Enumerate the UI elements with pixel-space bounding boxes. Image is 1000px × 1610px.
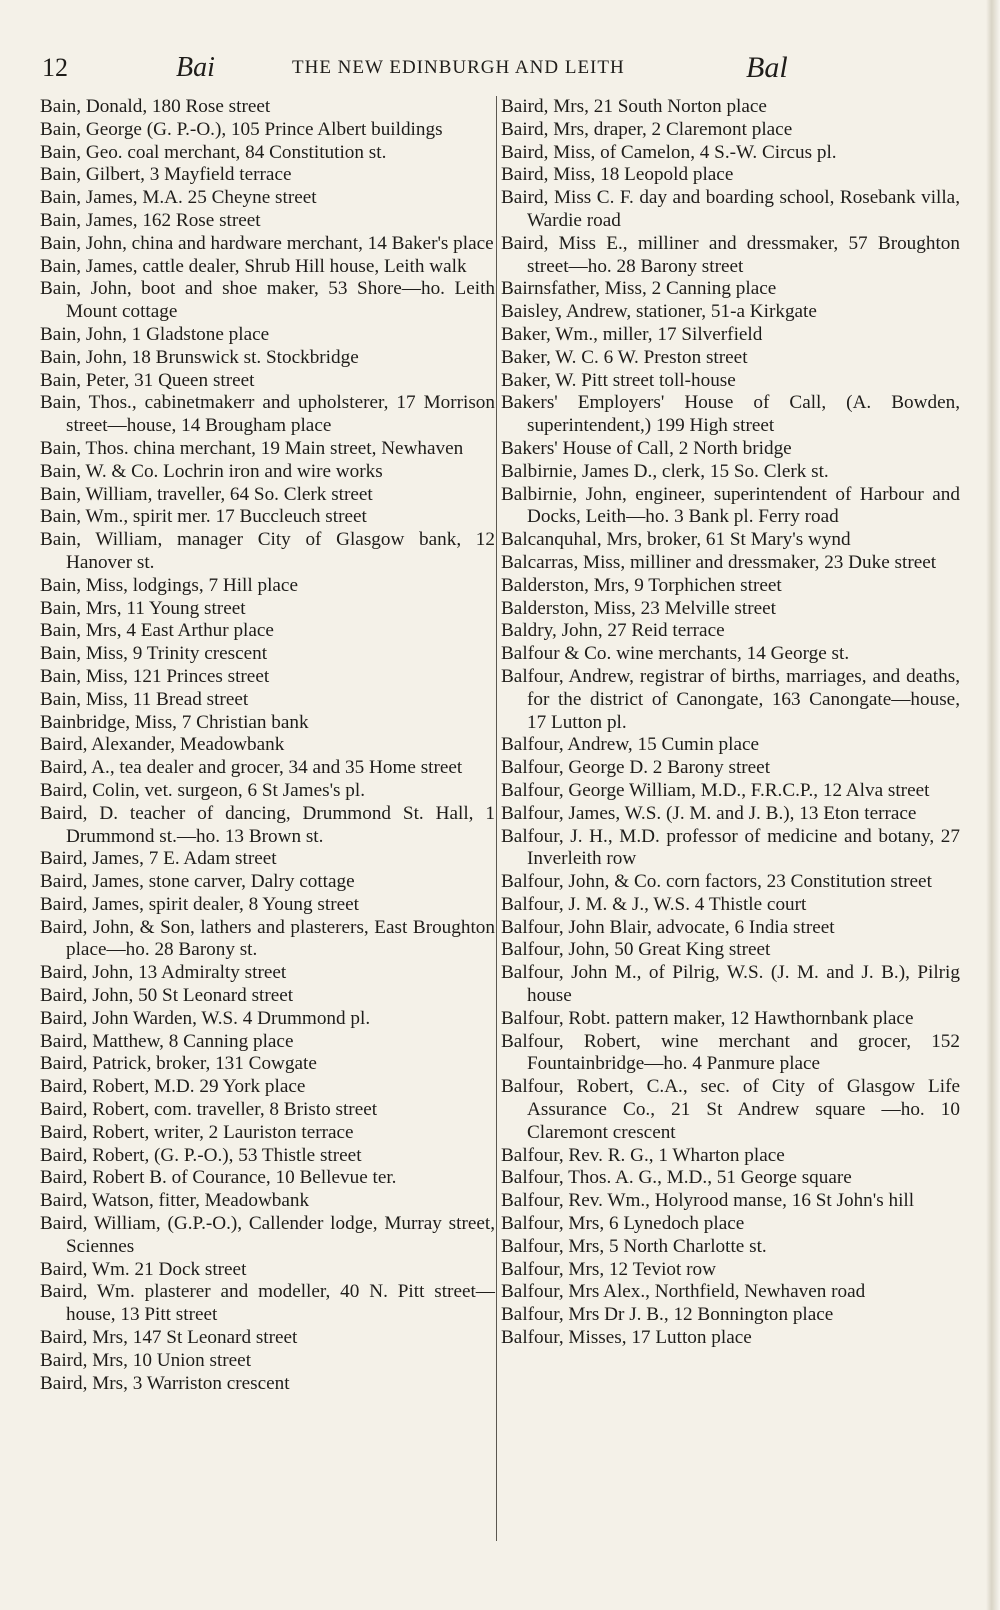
directory-entry: Baird, Robert B. of Courance, 10 Bellevue ter. bbox=[40, 1167, 397, 1189]
directory-entry: Baird, Miss E., milliner and dressmaker, 57 Broughton street—ho. 28 Barony street bbox=[501, 232, 960, 277]
directory-entry: Bain, George (G. P.-O.), 105 Prince Albert buildings bbox=[40, 118, 443, 140]
directory-entry: Baird, John, 50 St Leonard street bbox=[40, 985, 294, 1007]
directory-entry: Balcanquhal, Mrs, broker, 61 St Mary's wynd bbox=[501, 529, 851, 551]
right-guide-word: Bal bbox=[746, 51, 788, 84]
directory-entry: Bain, John, china and hardware merchant, 14 Baker's place bbox=[40, 232, 494, 254]
directory-entry: Bain, James, 162 Rose street bbox=[40, 209, 261, 231]
directory-entry: Balfour, Andrew, registrar of births, marriages, and deaths, for the district of Canongate, 163 Canongate—house, 17 Lutton pl. bbox=[501, 665, 960, 733]
directory-entry: Balfour, J. H., M.D. professor of medicine and botany, 27 Inverleith row bbox=[501, 825, 960, 870]
directory-entry: Bain, Miss, lodgings, 7 Hill place bbox=[40, 574, 298, 596]
directory-entry: Baird, Miss, of Camelon, 4 S.-W. Circus pl. bbox=[501, 141, 837, 163]
directory-entry: Bairnsfather, Miss, 2 Canning place bbox=[501, 278, 777, 300]
directory-entry: Baird, John, 13 Admiralty street bbox=[40, 962, 287, 984]
directory-entry: Baker, Wm., miller, 17 Silverfield bbox=[501, 323, 763, 345]
directory-entry: Balfour, Rev. R. G., 1 Wharton place bbox=[501, 1144, 785, 1166]
running-header bbox=[40, 48, 810, 88]
directory-entry: Bain, Mrs, 11 Young street bbox=[40, 597, 246, 619]
directory-entry: Balfour, Rev. Wm., Holyrood manse, 16 St John's hill bbox=[501, 1190, 915, 1212]
directory-entry: Baird, James, 7 E. Adam street bbox=[40, 848, 277, 870]
directory-entry: Bain, John, 1 Gladstone place bbox=[40, 323, 270, 345]
directory-entry: Bain, Wm., spirit mer. 17 Buccleuch street bbox=[40, 506, 367, 528]
directory-entry: Baird, William, (G.P.-O.), Callender lodge, Murray street, Sciennes bbox=[40, 1213, 495, 1257]
directory-entry: Bain, Miss, 11 Bread street bbox=[40, 688, 249, 710]
directory-entry: Bain, John, 18 Brunswick st. Stockbridge bbox=[40, 346, 359, 368]
directory-entry: Baird, D. teacher of dancing, Drummond St. Hall, 1 Drummond st.—ho. 13 Brown st. bbox=[40, 802, 495, 847]
directory-entry: Baird, Mrs, 147 St Leonard street bbox=[40, 1327, 298, 1349]
directory-entry: Bain, W. & Co. Lochrin iron and wire works bbox=[40, 460, 383, 482]
directory-entry: Bain, Donald, 180 Rose street bbox=[40, 96, 271, 117]
directory-entry: Balfour, John, 50 Great King street bbox=[501, 939, 771, 961]
directory-entry: Baird, Robert, com. traveller, 8 Bristo street bbox=[40, 1099, 378, 1121]
directory-entry: Baird, Alexander, Meadowbank bbox=[40, 734, 285, 756]
directory-entry: Bain, John, boot and shoe maker, 53 Shore—ho. Leith Mount cottage bbox=[40, 278, 495, 323]
directory-entry: Baird, James, spirit dealer, 8 Young street bbox=[40, 893, 359, 915]
directory-entry: Balfour, James, W.S. (J. M. and J. B.), 13 Eton terrace bbox=[501, 802, 917, 824]
directory-entry: Balfour, Mrs, 6 Lynedoch place bbox=[501, 1213, 745, 1235]
directory-entry: Balfour, Thos. A. G., M.D., 51 George square bbox=[501, 1167, 852, 1189]
directory-entry: Baird, Wm. plasterer and modeller, 40 N. Pitt street—house, 13 Pitt street bbox=[40, 1281, 495, 1326]
directory-entry: Baisley, Andrew, stationer, 51-a Kirkgate bbox=[501, 301, 817, 323]
directory-entry: Baird, Mrs, 10 Union street bbox=[40, 1349, 252, 1371]
directory-entry: Balbirnie, James D., clerk, 15 So. Clerk st. bbox=[501, 460, 829, 482]
directory-entry: Baird, Patrick, broker, 131 Cowgate bbox=[40, 1053, 317, 1075]
directory-entry: Bainbridge, Miss, 7 Christian bank bbox=[40, 711, 309, 733]
directory-entry: Balfour, J. M. & J., W.S. 4 Thistle court bbox=[501, 893, 807, 915]
directory-entry: Bain, James, M.A. 25 Cheyne street bbox=[40, 187, 317, 209]
right-column bbox=[501, 96, 960, 1350]
directory-entry: Balderston, Miss, 23 Melville street bbox=[501, 597, 776, 619]
directory-entry: Balfour & Co. wine merchants, 14 George st. bbox=[501, 643, 850, 665]
directory-columns bbox=[40, 96, 960, 1546]
directory-entry: Baird, Wm. 21 Dock street bbox=[40, 1258, 247, 1280]
directory-entry: Baird, James, stone carver, Dalry cottage bbox=[40, 871, 355, 893]
directory-entry: Balfour, Andrew, 15 Cumin place bbox=[501, 734, 760, 756]
directory-entry: Balfour, Mrs, 12 Teviot row bbox=[501, 1258, 716, 1280]
directory-entry: Balfour, John Blair, advocate, 6 India street bbox=[501, 916, 835, 938]
directory-entry: Baird, Colin, vet. surgeon, 6 St James's pl. bbox=[40, 779, 366, 801]
directory-entry: Baird, Robert, M.D. 29 York place bbox=[40, 1076, 306, 1098]
directory-entry: Bain, Thos., cabinetmakerr and upholsterer, 17 Morrison street—house, 14 Brougham place bbox=[40, 392, 495, 437]
directory-entry: Balcarras, Miss, milliner and dressmaker, 23 Duke street bbox=[501, 551, 937, 573]
directory-entry: Bain, Mrs, 4 East Arthur place bbox=[40, 620, 274, 642]
directory-entry: Bain, Thos. china merchant, 19 Main street, Newhaven bbox=[40, 437, 464, 459]
directory-entry: Bain, Miss, 121 Princes street bbox=[40, 665, 270, 687]
directory-entry: Balfour, John M., of Pilrig, W.S. (J. M. and J. B.), Pilrig house bbox=[501, 962, 960, 1007]
directory-entry: Baird, Robert, (G. P.-O.), 53 Thistle street bbox=[40, 1144, 362, 1166]
directory-entry: Baird, Watson, fitter, Meadowbank bbox=[40, 1190, 310, 1212]
directory-entry: Bain, William, manager City of Glasgow bank, 12 Hanover st. bbox=[40, 529, 495, 573]
directory-entry: Baird, Miss, 18 Leopold place bbox=[501, 164, 734, 186]
directory-entry: Bain, Geo. coal merchant, 84 Constitution st. bbox=[40, 141, 387, 163]
directory-entry: Balfour, Robert, C.A., sec. of City of Glasgow Life Assurance Co., 21 St Andrew square —ho. 10 Claremont crescent bbox=[501, 1076, 960, 1143]
directory-title: THE NEW EDINBURGH AND LEITH bbox=[292, 57, 625, 78]
directory-entry: Baird, Robert, writer, 2 Lauriston terrace bbox=[40, 1121, 354, 1143]
directory-entry: Baird, John, & Son, lathers and plasterers, East Broughton place—ho. 28 Barony st. bbox=[40, 916, 495, 961]
directory-entry: Balfour, George William, M.D., F.R.C.P., 12 Alva street bbox=[501, 779, 930, 801]
directory-entry: Bain, William, traveller, 64 So. Clerk street bbox=[40, 483, 373, 505]
directory-entry: Baldry, John, 27 Reid terrace bbox=[501, 620, 725, 642]
directory-entry: Baird, Matthew, 8 Canning place bbox=[40, 1030, 294, 1052]
directory-entry: Balfour, John, & Co. corn factors, 23 Constitution street bbox=[501, 871, 932, 893]
page-edge bbox=[986, 0, 1000, 1610]
directory-entry: Bakers' House of Call, 2 North bridge bbox=[501, 437, 792, 459]
directory-entry: Bain, Miss, 9 Trinity crescent bbox=[40, 643, 268, 665]
directory-entry: Bain, Gilbert, 3 Mayfield terrace bbox=[40, 164, 292, 186]
page-number: 12 bbox=[42, 53, 68, 82]
directory-entry: Bain, Peter, 31 Queen street bbox=[40, 369, 255, 391]
directory-entry: Balfour, Misses, 17 Lutton place bbox=[501, 1327, 752, 1349]
directory-entry: Balbirnie, John, engineer, superintendent of Harbour and Docks, Leith—ho. 3 Bank pl. Ferry road bbox=[501, 483, 960, 528]
left-guide-word: Bai bbox=[176, 52, 215, 83]
directory-entry: Bakers' Employers' House of Call, (A. Bowden, superintendent,) 199 High street bbox=[501, 392, 960, 437]
directory-entry: Balfour, George D. 2 Barony street bbox=[501, 757, 771, 779]
directory-entry: Baird, A., tea dealer and grocer, 34 and 35 Home street bbox=[40, 757, 463, 779]
directory-entry: Balfour, Robt. pattern maker, 12 Hawthornbank place bbox=[501, 1007, 914, 1029]
directory-entry: Baird, Miss C. F. day and boarding school, Rosebank villa, Wardie road bbox=[501, 187, 960, 231]
directory-entry: Baird, Mrs, draper, 2 Claremont place bbox=[501, 118, 793, 140]
directory-entry: Balfour, Mrs Dr J. B., 12 Bonnington place bbox=[501, 1304, 834, 1326]
directory-entry: Baird, Mrs, 3 Warriston crescent bbox=[40, 1372, 290, 1394]
directory-entry: Bain, James, cattle dealer, Shrub Hill house, Leith walk bbox=[40, 255, 467, 277]
directory-entry: Baird, Mrs, 21 South Norton place bbox=[501, 96, 767, 117]
left-column bbox=[40, 96, 495, 1395]
directory-entry: Balfour, Mrs Alex., Northfield, Newhaven road bbox=[501, 1281, 866, 1303]
directory-entry: Baker, W. C. 6 W. Preston street bbox=[501, 346, 748, 368]
directory-entry: Baker, W. Pitt street toll-house bbox=[501, 369, 736, 391]
directory-entry: Baird, John Warden, W.S. 4 Drummond pl. bbox=[40, 1007, 371, 1029]
directory-entry: Balfour, Mrs, 5 North Charlotte st. bbox=[501, 1235, 767, 1257]
directory-entry: Balfour, Robert, wine merchant and grocer, 152 Fountainbridge—ho. 4 Panmure place bbox=[501, 1030, 960, 1075]
directory-entry: Balderston, Mrs, 9 Torphichen street bbox=[501, 574, 782, 596]
